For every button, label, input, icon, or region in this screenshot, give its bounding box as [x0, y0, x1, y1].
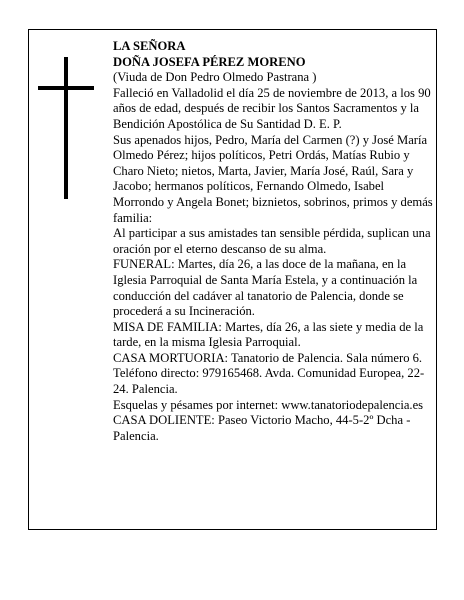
cross-vertical-bar: [64, 57, 68, 199]
grieving-home: CASA DOLIENTE: Paseo Victorio Macho, 44-5-2º Dcha - Palencia.: [113, 413, 411, 443]
prayer-request: Al participar a sus amistades tan sensible pérdida, suplican una oración por el eterno descanso de su alma.: [113, 226, 431, 256]
family-mass-info: MISA DE FAMILIA: Martes, día 26, a las siete y media de la tarde, en la misma Iglesia Parroquial.: [113, 319, 424, 350]
deceased-name: DOÑA JOSEFA PÉREZ MORENO: [113, 54, 306, 69]
cross-horizontal-bar: [38, 86, 94, 90]
widow-of: (Viuda de Don Pedro Olmedo Pastrana ): [113, 70, 317, 85]
online-condolences: Esquelas y pésames por internet: www.tanatoriodepalencia.es: [113, 397, 424, 412]
latin-cross-icon: [38, 57, 94, 199]
obituary-text: [113, 39, 433, 444]
funeral-info: FUNERAL: Martes, día 26, a las doce de la mañana, en la Iglesia Parroquial de Santa María Estela, y a continuación la conducción del cadáver al tanatorio de Palencia, donde se procederá a su Incineración.: [113, 257, 418, 319]
title-line-1: LA SEÑORA: [113, 39, 186, 53]
mortuary-info: CASA MORTUORIA: Tanatorio de Palencia. Sala número 6. Teléfono directo: 979165468. Avda. Comunidad Europea, 22-24. Palencia.: [113, 350, 425, 397]
death-announcement: Falleció en Valladolid el día 25 de noviembre de 2013, a los 90 años de edad, después de recibir los Santos Sacramentos y la Bendición Apostólica de Su Santidad D. E. P.: [113, 85, 431, 131]
family-list: Sus apenados hijos, Pedro, María del Carmen (?) y José María Olmedo Pérez; hijos políticos, Petri Ordás, Matías Rubio y Charo Nieto; nietos, Marta, Javier, María José, Raúl, Sara y Jacobo; hermanos políticos, Fernando Olmedo, Isabel Morrondo y Angela Bonet; biznietos, sobrinos, primos y demás familia:: [113, 132, 433, 225]
